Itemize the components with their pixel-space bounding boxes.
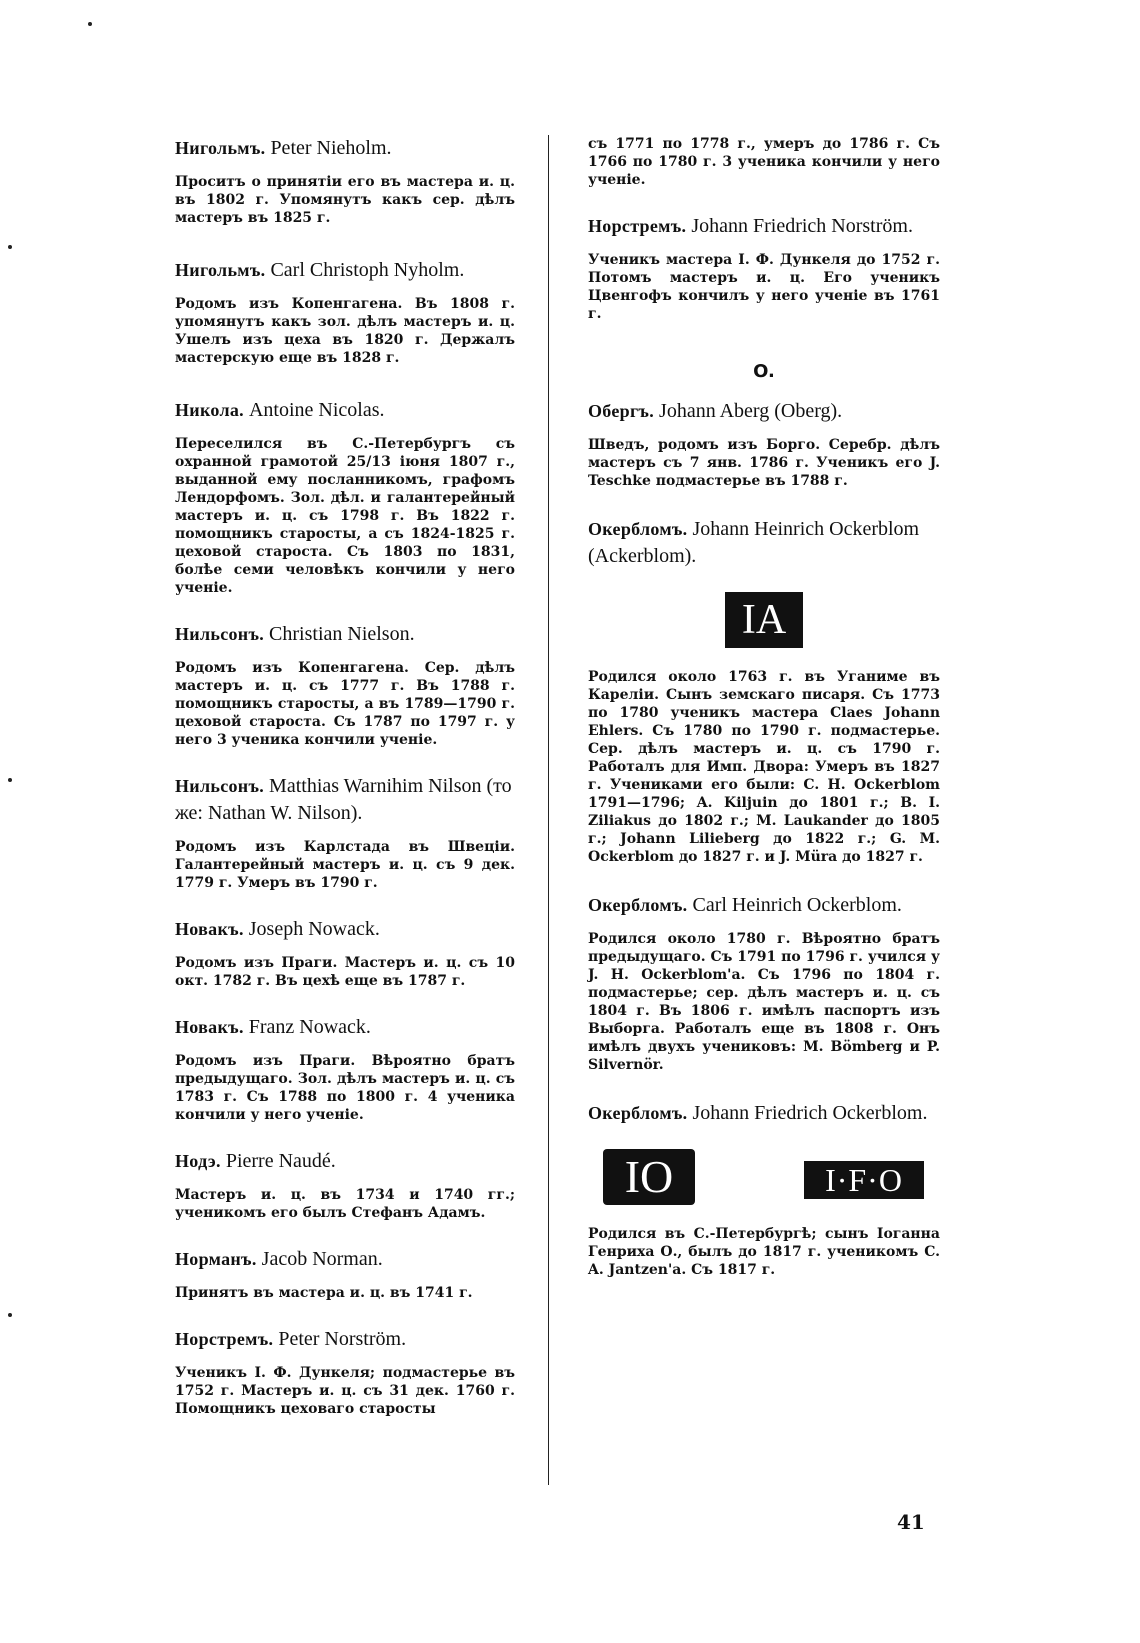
scan-speck — [8, 245, 12, 249]
entry-heading: Нодэ. Pierre Naudé. — [175, 1150, 336, 1172]
entry-text: Родился около 1763 г. въ Уганиме въ Кареліи. Сынъ земскаго писаря. Съ 1773 по 1780 ученикъ мастера Claes Johann Ehlers. Съ 1780 по 1790 г. подмастерье. Сер. дѣлъ мастеръ и. ц. съ 1790 г. Работалъ для Имп. Двора: Умеръ въ 1827 г. Учениками его были: C. H. Ockerblom 1791—1796; A. Kiljuin до 1801 г.; B. I. Ziliakus до 1802 г.; M. Laukander до 1805 г.; Johann Lilieberg до 1822 г.; G. M. Ockerblom до 1827 г. и J. Müra до 1827 г. — [588, 669, 940, 865]
entry-heading: Нильсонъ. Christian Nielson. — [175, 623, 415, 645]
page-number: 41 — [897, 1510, 925, 1534]
entry-text: Принятъ въ мастера и. ц. въ 1741 г. — [175, 1285, 473, 1301]
entry-heading: Норстремъ. Johann Friedrich Norström. — [588, 215, 913, 237]
entry-heading: Норстремъ. Peter Norström. — [175, 1328, 407, 1350]
section-letter: O. — [753, 361, 775, 382]
entry-text: Родомъ изъ Копенгагена. Сер. дѣлъ мастеръ и. ц. съ 1777 г. Въ 1788 г. помощникъ старосты, а въ 1789—1790 г. цеховой староста. Съ 1787 по 1797 г. у него 3 ученика кончили ученіе. — [175, 660, 515, 748]
entry-heading: Окербломъ. Johann Heinrich Ockerblom (Ackerblom). — [588, 518, 920, 567]
entry-text: Родомъ изъ Копенгагена. Въ 1808 г. упомянутъ какъ зол. дѣлъ мастеръ и. ц. Ушелъ изъ цеха въ 1820 г. Держалъ мастерскую еще въ 1828 г. — [175, 296, 515, 366]
hallmark-io: IO — [603, 1149, 695, 1205]
hallmark-row — [588, 592, 940, 654]
entry-heading: Нильсонъ. Matthias Warnihim Nilson (то же: Nathan W. Nilson). — [175, 775, 512, 824]
entry-text: Мастеръ и. ц. въ 1734 и 1740 гг.; ученикомъ его былъ Стефанъ Адамъ. — [175, 1187, 515, 1221]
scan-speck — [8, 1313, 12, 1317]
entry-heading: Норманъ. Jacob Norman. — [175, 1248, 383, 1270]
entry-heading: Никола. Antoine Nicolas. — [175, 399, 385, 421]
entry-text: Проситъ о принятіи его въ мастера и. ц. въ 1802 г. Упомянутъ какъ сер. дѣлъ мастеръ въ 1825 г. — [175, 174, 515, 226]
entry-text: Ученикъ мастера І. Ф. Дункеля до 1752 г. Потомъ мастеръ и. ц. Его ученикъ Цвенгофъ кончилъ у него ученіе въ 1761 г. — [588, 252, 940, 322]
entry-heading: Новакъ. Joseph Nowack. — [175, 918, 380, 940]
entry-text: Родился въ С.-Петербургѣ; сынъ Іоганна Генриха О., былъ до 1817 г. ученикомъ C. A. Jantzen'а. Съ 1817 г. — [588, 1226, 940, 1278]
entry-text: Ученикъ І. Ф. Дункеля; подмастерье въ 1752 г. Мастеръ и. ц. съ 31 дек. 1760 г. Помощникъ цеховаго старосты — [175, 1365, 515, 1417]
scan-speck — [8, 778, 12, 782]
entry-heading: Обергъ. Johann Aberg (Oberg). — [588, 400, 843, 422]
entry-heading: Окербломъ. Carl Heinrich Ockerblom. — [588, 894, 902, 916]
entry-heading: Окербломъ. Johann Friedrich Ockerblom. — [588, 1102, 928, 1124]
entry-heading: Нигольмъ. Carl Christoph Nyholm. — [175, 259, 465, 281]
entry-text-continuation: съ 1771 по 1778 г., умеръ до 1786 г. Съ 1766 по 1780 г. 3 ученика кончили у него ученіе. — [588, 136, 940, 188]
entry-text: Шведъ, родомъ изъ Борго. Серебр. дѣлъ мастеръ съ 7 янв. 1786 г. Ученикъ его J. Teschke подмастерье въ 1788 г. — [588, 437, 940, 489]
scan-speck — [88, 22, 92, 26]
hallmark-ifo: I·F·O — [804, 1161, 924, 1199]
left-column — [175, 135, 515, 1418]
column-divider — [548, 135, 549, 1485]
right-column — [588, 135, 940, 1279]
hallmark-ia: IA — [725, 592, 803, 648]
entry-text: Родомъ изъ Праги. Вѣроятно братъ предыдущаго. Зол. дѣлъ мастеръ и. ц. съ 1783 г. Съ 1788 по 1800 г. 4 ученика кончили у него ученіе. — [175, 1053, 515, 1123]
entry-text: Переселился въ С.-Петербургъ съ охранной грамотой 25/13 іюня 1807 г., выданной ему посланникомъ, графомъ Лендорфомъ. Зол. дѣл. и галантерейный мастеръ и. ц. съ 1798 г. Въ 1822 г. помощникъ старосты, а съ 1824-1825 г. цеховой староста. Съ 1803 по 1831, болѣе семи человѣкъ кончили у него ученіе. — [175, 436, 515, 596]
entry-heading: Нигольмъ. Peter Nieholm. — [175, 137, 392, 159]
entry-text: Родился около 1780 г. Вѣроятно братъ предыдущаго. Съ 1791 по 1796 г. учился у J. H. Ockerblom'а. Съ 1796 по 1804 г. подмастерье; сер. дѣлъ мастеръ и. ц. съ 1804 г. Въ 1806 г. имѣлъ паспортъ изъ Выборга. Работалъ еще въ 1808 г. Онъ имѣлъ двухъ учениковъ: M. Bömberg и P. Silvernör. — [588, 931, 940, 1073]
hallmark-row — [588, 1149, 940, 1211]
entry-text: Родомъ изъ Карлстада въ Швеціи. Галантерейный мастеръ и. ц. съ 9 дек. 1779 г. Умеръ въ 1790 г. — [175, 839, 515, 891]
entry-heading: Новакъ. Franz Nowack. — [175, 1016, 371, 1038]
entry-text: Родомъ изъ Праги. Мастеръ и. ц. съ 10 окт. 1782 г. Въ цехѣ еще въ 1787 г. — [175, 955, 515, 989]
